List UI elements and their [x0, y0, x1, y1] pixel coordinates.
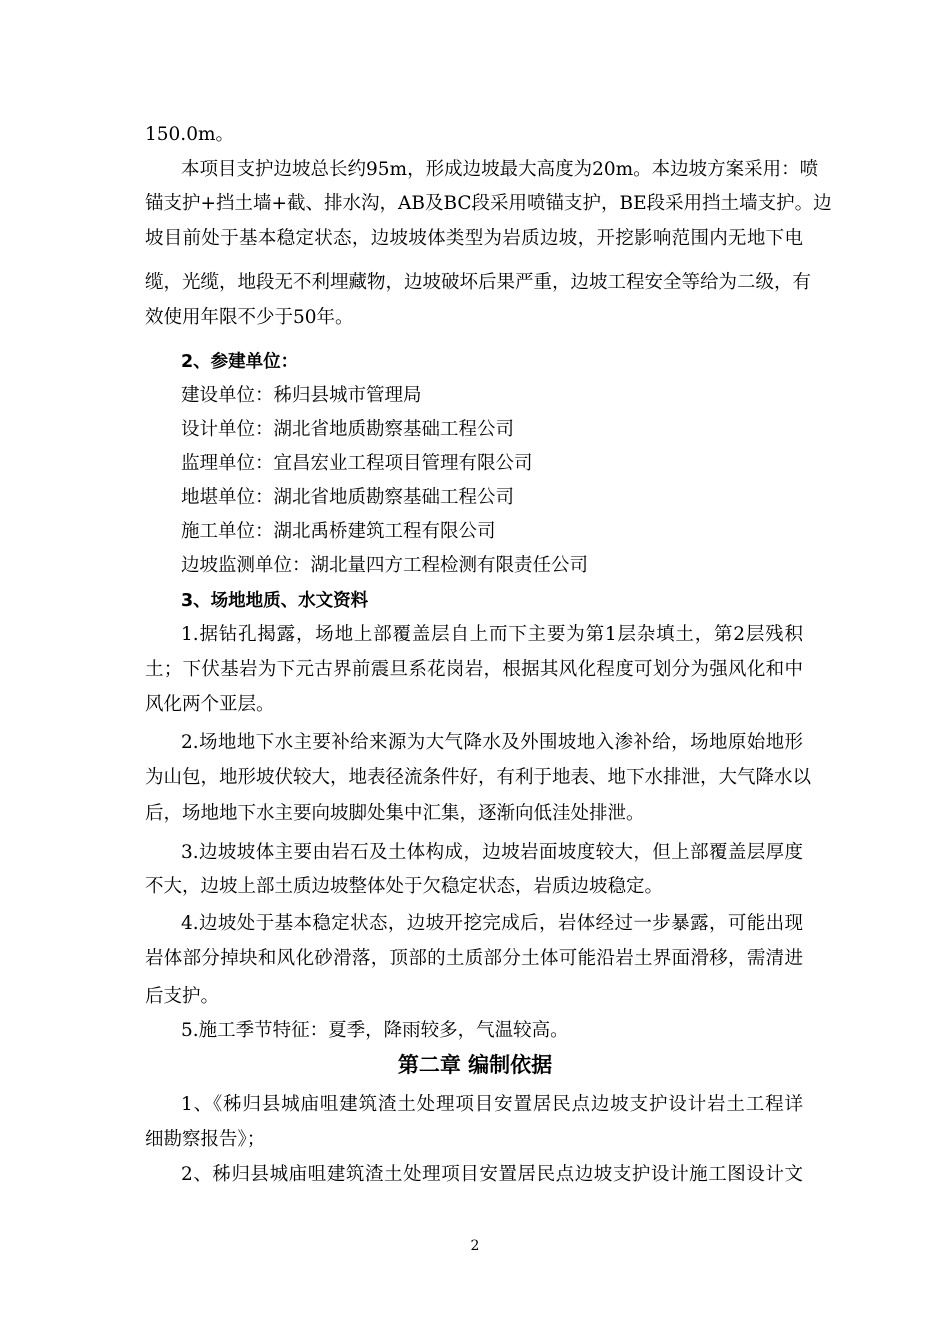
geology-p5: 5.施工季节特征：夏季，降雨较多，气温较高。 [181, 1020, 569, 1041]
participant-item: 设计单位：湖北省地质勘察基础工程公司 [181, 419, 515, 440]
geology-p2-line-1: 2.场地地下水主要补给来源为大气降水及外围坡地入渗补给，场地原始地形 [181, 732, 803, 753]
reference-2-line-1: 2、秭归县城庙咀建筑渣土处理项目安置居民点边坡支护设计施工图设计文 [181, 1164, 803, 1185]
geology-p1-line-1: 1.据钻孔揭露，场地上部覆盖层自上而下主要为第1层杂填土，第2层残积 [181, 624, 803, 645]
participant-item: 施工单位：湖北禹桥建筑工程有限公司 [181, 521, 496, 542]
section2-heading: 2、参建单位： [181, 352, 299, 372]
geology-p4-line-3: 后支护。 [145, 986, 220, 1007]
participant-item: 边坡监测单位：湖北量四方工程检测有限责任公司 [181, 555, 589, 576]
section3-heading: 3、场地地质、水文资料 [181, 591, 369, 611]
participant-item: 地堪单位：湖北省地质勘察基础工程公司 [181, 487, 515, 508]
chapter-title: 第二章 编制依据 [397, 1053, 553, 1077]
geology-p3-line-1: 3.边坡坡体主要由岩石及土体构成，边坡岩面坡度较大，但上部覆盖层厚度 [181, 842, 803, 863]
geology-p3-line-2: 不大，边坡上部土质边坡整体处于欠稳定状态，岩质边坡稳定。 [145, 876, 664, 897]
intro-line-3: 锚支护+挡土墙+截、排水沟，AB及BC段采用喷锚支护，BE段采用挡土墙支护。边 [145, 193, 832, 214]
geology-p2-line-3: 后，场地地下水主要向坡脚处集中汇集，逐渐向低洼处排泄。 [145, 803, 645, 824]
intro-line-5: 缆，光缆，地段无不利埋藏物，边坡破坏后果严重，边坡工程安全等给为二级，有 [145, 272, 812, 293]
intro-line-4: 坡目前处于基本稳定状态，边坡坡体类型为岩质边坡，开挖影响范围内无地下电 [145, 228, 803, 249]
page-number: 2 [470, 1238, 480, 1254]
participant-item: 建设单位：秭归县城市管理局 [181, 385, 422, 406]
geology-p1-line-2: 土；下伏基岩为下元古界前震旦系花岗岩，根据其风化程度可划分为强风化和中 [145, 659, 803, 680]
geology-p1-line-3: 风化两个亚层。 [145, 694, 275, 715]
reference-1-line-1: 1、《秭归县城庙咀建筑渣土处理项目安置居民点边坡支护设计岩土工程详 [181, 1094, 803, 1115]
intro-line-6: 效使用年限不少于50年。 [145, 307, 354, 328]
reference-1-line-2: 细勘察报告》； [145, 1129, 266, 1150]
intro-line-1: 150.0m。 [145, 124, 235, 145]
participant-item: 监理单位：宜昌宏业工程项目管理有限公司 [181, 453, 533, 474]
geology-p4-line-2: 岩体部分掉块和风化砂滑落，顶部的土质部分土体可能沿岩土界面滑移，需清进 [145, 948, 803, 969]
geology-p2-line-2: 为山包，地形坡伏较大，地表径流条件好，有利于地表、地下水排泄，大气降水以 [145, 767, 812, 788]
intro-line-2: 本项目支护边坡总长约95m，形成边坡最大高度为20m。本边坡方案采用：喷 [181, 159, 819, 180]
geology-p4-line-1: 4.边坡处于基本稳定状态，边坡开挖完成后，岩体经过一步暴露，可能出现 [181, 913, 803, 934]
